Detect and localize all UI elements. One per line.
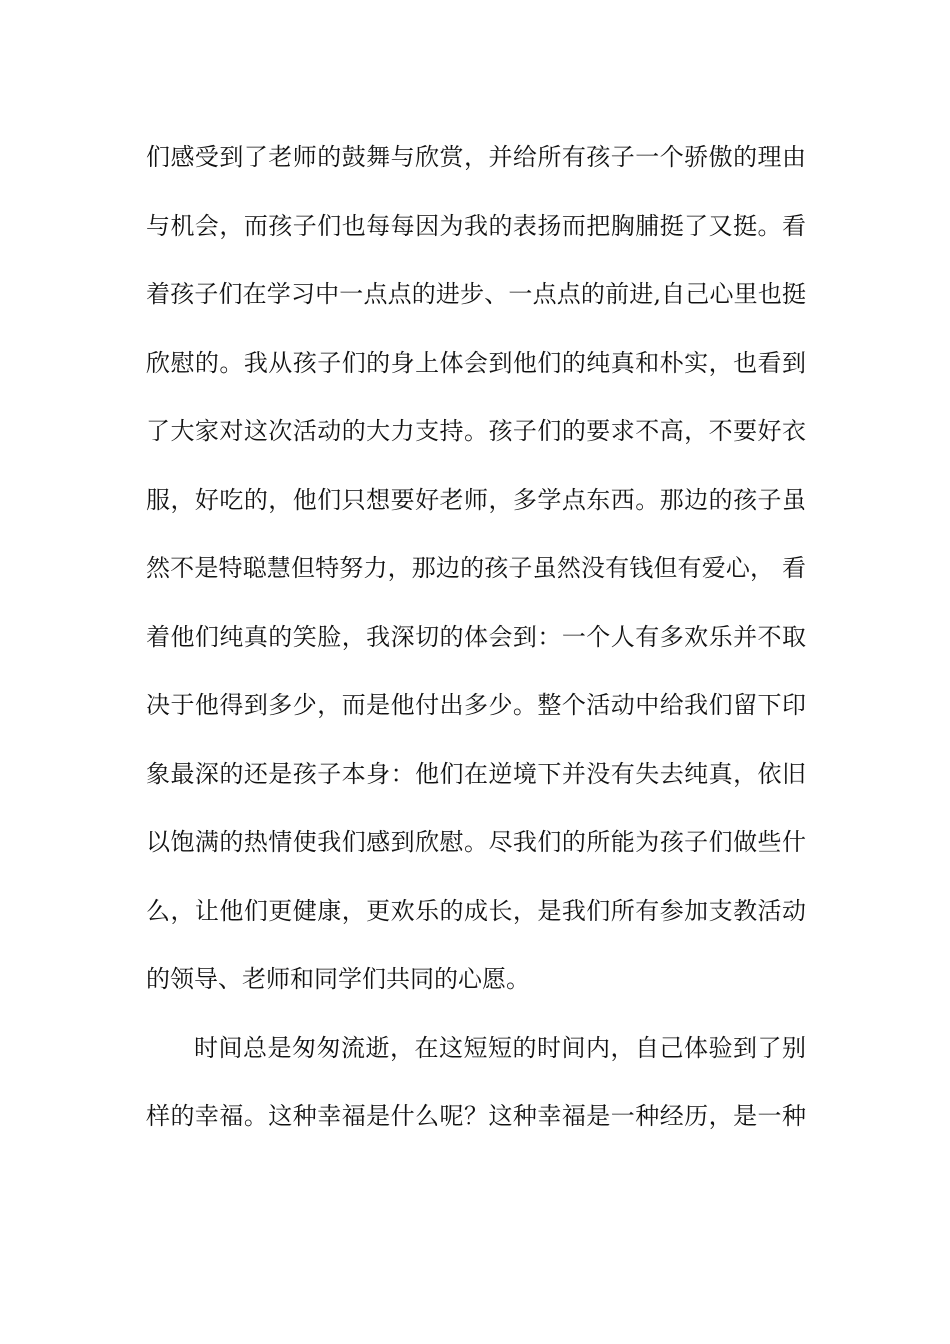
text-line-14: 时间总是匆匆流逝，在这短短的时间内，自己体验到了别 bbox=[194, 1033, 806, 1062]
text-line-12: 么，让他们更健康，更欢乐的成长，是我们所有参加支教活动 bbox=[146, 896, 806, 925]
text-line-2: 与机会，而孩子们也每每因为我的表扬而把胸脯挺了又挺。看 bbox=[146, 211, 806, 240]
text-line-7: 然不是特聪慧但特努力，那边的孩子虽然没有钱但有爱心， 看 bbox=[146, 554, 806, 582]
body-text bbox=[146, 131, 806, 1159]
text-line-8: 着他们纯真的笑脸，我深切的体会到：一个人有多欢乐并不取 bbox=[146, 622, 806, 651]
text-line-1: 们感受到了老师的鼓舞与欣赏，并给所有孩子一个骄傲的理由 bbox=[146, 143, 806, 171]
text-line-5: 了大家对这次活动的大力支持。孩子们的要求不高，不要好衣 bbox=[146, 417, 806, 445]
text-line-9: 决于他得到多少，而是他付出多少。整个活动中给我们留下印 bbox=[146, 691, 806, 719]
text-line-6: 服，好吃的，他们只想要好老师，多学点东西。那边的孩子虽 bbox=[146, 485, 806, 514]
text-line-10: 象最深的还是孩子本身：他们在逆境下并没有失去纯真，依旧 bbox=[146, 759, 806, 788]
text-line-3: 着孩子们在学习中一点点的进步、一点点的前进,自己心里也挺 bbox=[146, 280, 806, 308]
text-line-4: 欣慰的。我从孩子们的身上体会到他们的纯真和朴实，也看到 bbox=[146, 348, 806, 377]
text-line-11: 以饱满的热情使我们感到欣慰。尽我们的所能为孩子们做些什 bbox=[146, 828, 806, 856]
text-line-13: 的领导、老师和同学们共同的心愿。 bbox=[146, 965, 530, 993]
text-line-15: 样的幸福。这种幸福是什么呢？这种幸福是一种经历，是一种 bbox=[146, 1102, 806, 1130]
